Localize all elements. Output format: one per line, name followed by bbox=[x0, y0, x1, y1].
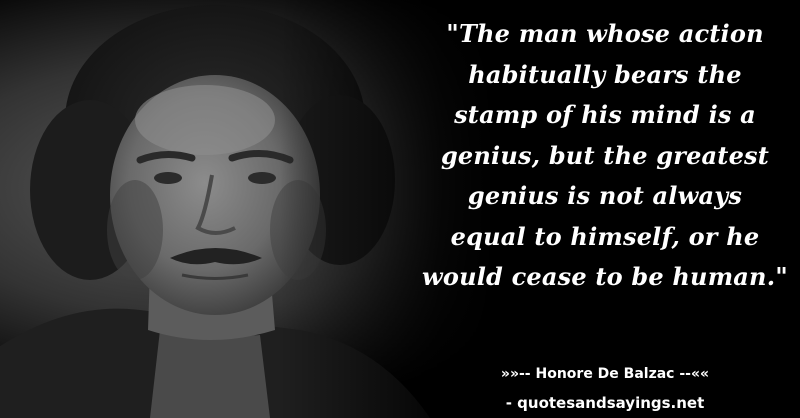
quote-line: habitually bears the bbox=[468, 59, 742, 89]
quote-line: stamp of his mind is a bbox=[454, 100, 756, 129]
quote-line: genius is not always bbox=[467, 181, 743, 210]
quote-line: equal to himself, or he bbox=[450, 221, 760, 251]
quote-line: genius, but the greatest bbox=[440, 140, 770, 170]
quote-text bbox=[420, 14, 790, 298]
quote-line: would cease to be human." bbox=[422, 262, 788, 291]
quote-line: "The man whose action bbox=[446, 19, 764, 48]
source-watermark: - quotesandsayings.net bbox=[505, 394, 705, 412]
quote-author: »»-- Honore De Balzac --«« bbox=[500, 366, 710, 382]
